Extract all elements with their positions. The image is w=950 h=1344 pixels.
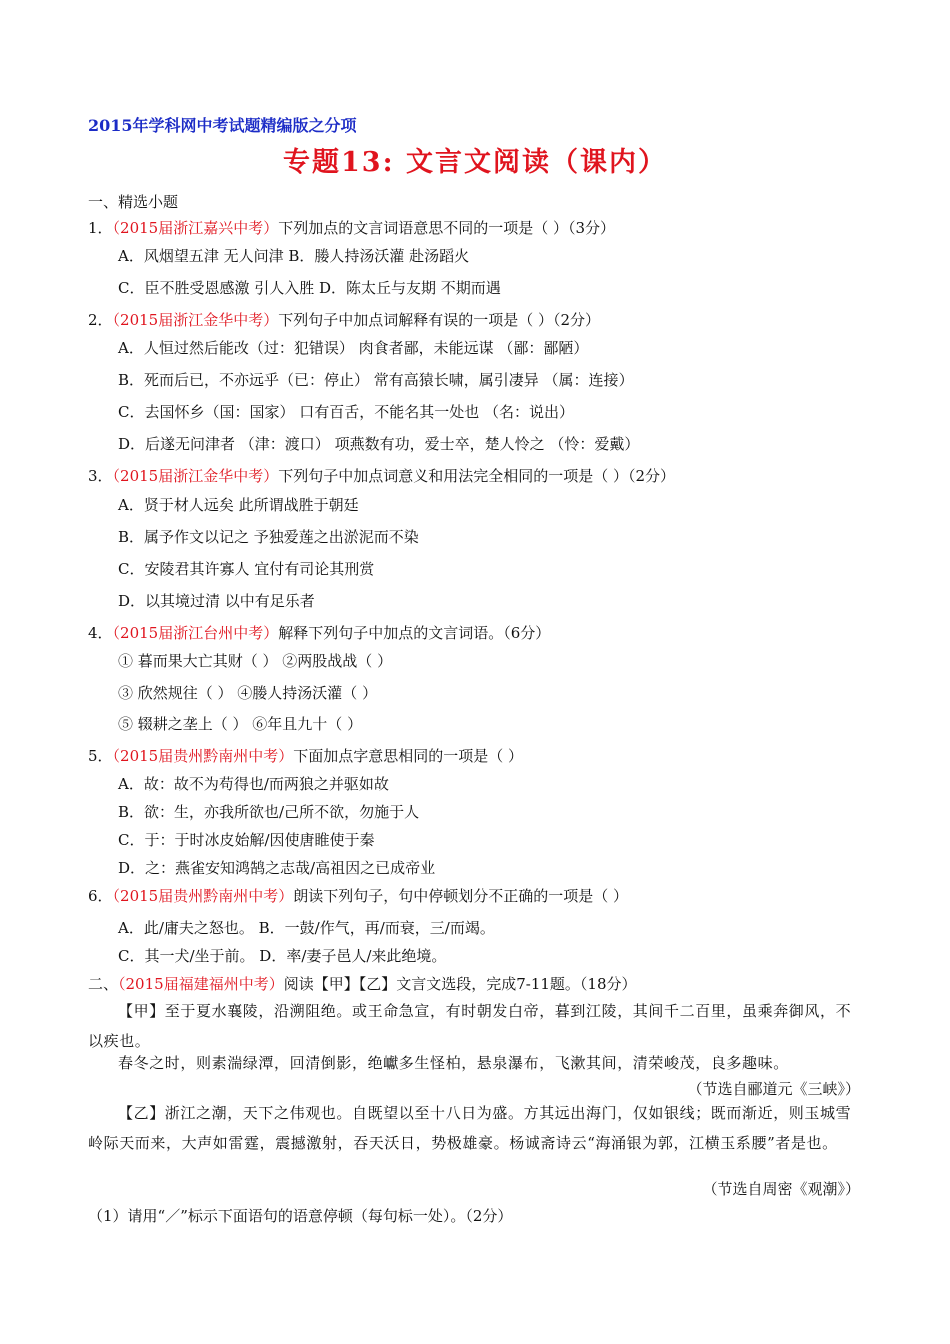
question-source: （2015届浙江台州中考） — [112, 624, 279, 642]
question-1-option-c: C．臣不胜受恩感激 引人入胜 D．陈太丘与友期 不期而遇 — [118, 279, 501, 297]
question-number: 2． — [88, 311, 113, 329]
question-number: 1． — [88, 219, 113, 237]
question-1-stem — [88, 218, 615, 238]
question-number: 6． — [88, 887, 113, 905]
question-2-option-c: C．去国怀乡（国：国家） 口有百舌，不能名其一处也 （名：说出） — [118, 403, 575, 421]
question-number: 5． — [88, 747, 113, 765]
question-text: 下列句子中加点词解释有误的一项是（ ）（2分） — [278, 311, 601, 329]
question-5-stem — [88, 746, 523, 766]
question-5-option-d: D．之：燕雀安知鸿鹄之志哉/高祖因之已成帝业 — [118, 859, 436, 877]
question-1-option-a: A．风烟望五津 无人问津 B．媵人持汤沃灌 赴汤蹈火 — [118, 247, 470, 265]
question-4-row-1: ① 暮而果大亡其财（ ） ②两股战战（ ） — [118, 652, 393, 670]
question-5-option-a: A．故：故不为苟得也/而两狼之并驱如故 — [118, 775, 389, 793]
question-number: 3． — [88, 467, 113, 485]
question-text: 解释下列句子中加点的文言词语。（6分） — [278, 624, 551, 642]
question-2-stem — [88, 310, 600, 330]
question-2-option-b: B．死而后已，不亦远乎（已：停止） 常有高猿长啸，属引凄异 （属：连接） — [118, 371, 634, 389]
question-5-option-c: C．于：于时冰皮始解/因使唐睢使于秦 — [118, 831, 375, 849]
question-4-stem — [88, 623, 550, 643]
question-3-option-b: B．属予作文以记之 予独爱莲之出淤泥而不染 — [118, 528, 419, 546]
question-source: （2015届浙江金华中考） — [112, 311, 279, 329]
question-4-row-2: ③ 欣然规往（ ） ④媵人持汤沃灌（ ） — [118, 684, 378, 702]
question-number: 4． — [88, 624, 113, 642]
question-6-options-cd: C．其一犬/坐于前。 D．率/妻子邑人/来此绝境。 — [118, 947, 447, 965]
section-heading-2 — [88, 974, 637, 994]
passage-yi-citation: （节选自周密《观潮》） — [702, 1180, 860, 1198]
question-3-option-d: D．以其境过清 以中有足乐者 — [118, 592, 315, 610]
question-6-options-ab: A．此/庸夫之怒也。 B．一鼓/作气，再/而衰，三/而竭。 — [118, 919, 495, 937]
question-text: 朗读下列句子，句中停顿划分不正确的一项是（ ） — [293, 887, 629, 905]
question-3-option-a: A．贤于材人远矣 此所谓战胜于朝廷 — [118, 496, 359, 514]
question-4-row-3: ⑤ 辍耕之垄上（ ） ⑥年且九十（ ） — [118, 715, 363, 733]
series-header: 2015年学科网中考试题精编版之分项 — [88, 116, 357, 135]
question-3-stem — [88, 466, 675, 486]
passage-jia-paragraph-2: 春冬之时，则素湍绿潭，回清倒影，绝巘多生怪柏，悬泉瀑布，飞漱其间，清荣峻茂，良多趣味。 — [118, 1054, 789, 1072]
section-number: 二、 — [88, 975, 119, 993]
passage-jia-citation: （节选自郦道元《三峡》） — [687, 1080, 860, 1098]
question-text: 下列加点的文言词语意思不同的一项是（ ）（3分） — [278, 219, 616, 237]
passage-jia-paragraph-1: 【甲】至于夏水襄陵，沿溯阻绝。或王命急宣，有时朝发白帝，暮到江陵，其间千二百里，虽乘奔御风，不以疾也。 — [88, 1002, 852, 1050]
question-5-option-b: B．欲：生，亦我所欲也/己所不欲，勿施于人 — [118, 803, 420, 821]
question-2-option-a: A．人恒过然后能改（过：犯错误） 肉食者鄙，未能远谋 （鄙：鄙陋） — [118, 339, 589, 357]
question-source: （2015届贵州黔南州中考） — [112, 747, 294, 765]
question-text: 下列句子中加点词意义和用法完全相同的一项是（ ）（2分） — [278, 467, 676, 485]
page-title: 专题13: 文言文阅读（课内） — [283, 147, 667, 178]
question-6-stem — [88, 886, 628, 906]
question-source: （2015届浙江金华中考） — [112, 467, 279, 485]
question-source: （2015届浙江嘉兴中考） — [112, 219, 279, 237]
question-text: 下面加点字意思相同的一项是（ ） — [293, 747, 524, 765]
question-2-option-d: D．后遂无问津者 （津：渡口） 项燕数有功，爱士卒，楚人怜之 （怜：爱戴） — [118, 435, 640, 453]
section-heading-1: 一、精选小题 — [88, 193, 179, 211]
section-text: 阅读【甲】【乙】文言文选段，完成7-11题。（18分） — [283, 975, 637, 993]
section-source: （2015届福建福州中考） — [118, 975, 284, 993]
question-3-option-c: C．安陵君其许寡人 宜付有司论其刑赏 — [118, 560, 375, 578]
sub-question-1: （1）请用“／”标示下面语句的语意停顿（每句标一处）。（2分） — [88, 1207, 513, 1225]
passage-yi-paragraph-1: 【乙】浙江之潮，天下之伟观也。自既望以至十八日为盛。方其远出海门，仅如银线；既而渐近，则玉城雪岭际天而来，大声如雷霆，震撼激射，吞天沃日，势极雄豪。杨诚斋诗云“海涌银为郭，江横玉系腰”者是也。 — [88, 1104, 852, 1152]
question-source: （2015届贵州黔南州中考） — [112, 887, 294, 905]
